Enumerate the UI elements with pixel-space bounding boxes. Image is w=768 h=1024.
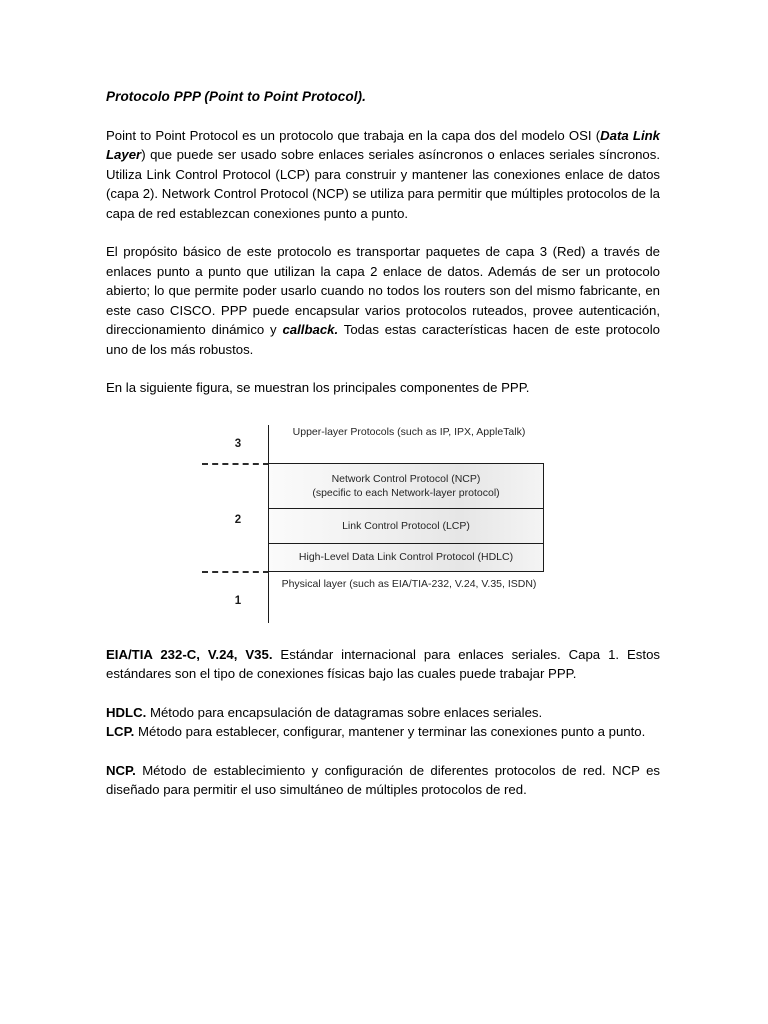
ncp-line-1: Network Control Protocol (NCP)	[331, 472, 481, 485]
physical-layer-line-1: Physical layer	[281, 577, 347, 590]
glossary-entry-ncp	[106, 761, 660, 800]
figure-canvas	[106, 417, 660, 635]
glossary-definition-eia: Estándar internacional para enlaces seriales. Capa 1. Estos estándares son el tipo de conexiones físicas bajo las cuales puede trabajar PPP.	[106, 646, 660, 682]
paragraph-intro-text-a: Point to Point Protocol es un protocolo que trabaja en la capa dos del modelo OSI (	[106, 127, 601, 143]
emphasis-callback: callback.	[282, 322, 339, 338]
glossary-term-eia: EIA/TIA 232-C, V.24, V35.	[106, 646, 273, 662]
glossary-group-hdlc-lcp	[106, 703, 660, 742]
paragraph-intro	[106, 126, 660, 224]
glossary-term-ncp: NCP.	[106, 762, 136, 778]
paragraph-purpose-text-a: El propósito básico de este protocolo es transportar paquetes de capa 3 (Red) a través de enlaces punto a punto que utilizan la capa 2 enlace de datos. Además de ser un protocolo abierto; lo que permite poder usarlo cuando no todos los routers son del mismo fabricante, en este caso CISCO. PPP puede encapsular varios protocolos ruteados, provee autenticación, direccionamiento dinámico y	[106, 244, 660, 338]
figure-box-ncp	[269, 464, 543, 509]
glossary-entry-eia	[106, 645, 660, 684]
glossary-definition-ncp: Método de establecimiento y configuración de diferentes protocolos de red. NCP es diseñado para permitir el uso simultáneo de múltiples protocolos de red.	[106, 762, 660, 798]
document-content	[106, 88, 660, 819]
physical-layer-line-2: (such as EIA/TIA-232, V.24, V.35, ISDN)	[349, 577, 537, 590]
layer-number-2: 2	[234, 513, 242, 526]
glossary-term-lcp: LCP.	[106, 724, 135, 740]
ncp-line-2: (specific to each Network-layer protocol)	[312, 486, 500, 499]
figure-upper-layer-label	[269, 425, 549, 439]
figure-protocol-box-stack	[268, 463, 544, 572]
hdlc-line-1: High-Level Data Link Control Protocol (HDLC)	[298, 551, 514, 564]
figure-physical-layer-label	[269, 577, 549, 591]
figure-box-lcp	[269, 509, 543, 544]
paragraph-purpose-text-b: Todas estas características hacen de este protocolo uno de los más robustos.	[106, 322, 660, 357]
figure-dashed-separator-upper	[202, 463, 269, 465]
figure-dashed-separator-lower	[202, 571, 269, 573]
glossary-definition-lcp: Método para establecer, configurar, mantener y terminar las conexiones punto a punto.	[134, 724, 646, 740]
glossary-definition-hdlc: Método para encapsulación de datagramas sobre enlaces seriales.	[146, 704, 543, 720]
upper-layer-line-2: (such as IP, IPX, AppleTalk)	[397, 425, 526, 438]
paragraph-intro-text-b: ) que puede ser usado sobre enlaces seriales asíncronos o enlaces seriales síncronos. Utiliza Link Control Protocol (LCP) para construir y mantener las conexiones enlace de datos (capa 2). Network Control Protocol (NCP) se utiliza para permitir que múltiples protocolos de la capa de red establezcan conexiones punto a punto.	[106, 147, 660, 221]
paragraph-purpose	[106, 242, 660, 359]
layer-number-3: 3	[234, 437, 242, 450]
page-title: Protocolo PPP (Point to Point Protocol).	[106, 89, 366, 104]
ppp-components-figure	[106, 417, 660, 635]
lcp-line-1: Link Control Protocol (LCP)	[342, 519, 470, 532]
layer-number-1: 1	[234, 594, 242, 607]
emphasis-data-link-layer: Data Link Layer	[106, 127, 661, 163]
glossary-term-hdlc: HDLC.	[106, 704, 147, 720]
upper-layer-line-1: Upper-layer Protocols	[292, 425, 395, 438]
figure-box-hdlc	[269, 544, 543, 571]
paragraph-figure-intro: En la siguiente figura, se muestran los principales componentes de PPP.	[106, 380, 530, 396]
